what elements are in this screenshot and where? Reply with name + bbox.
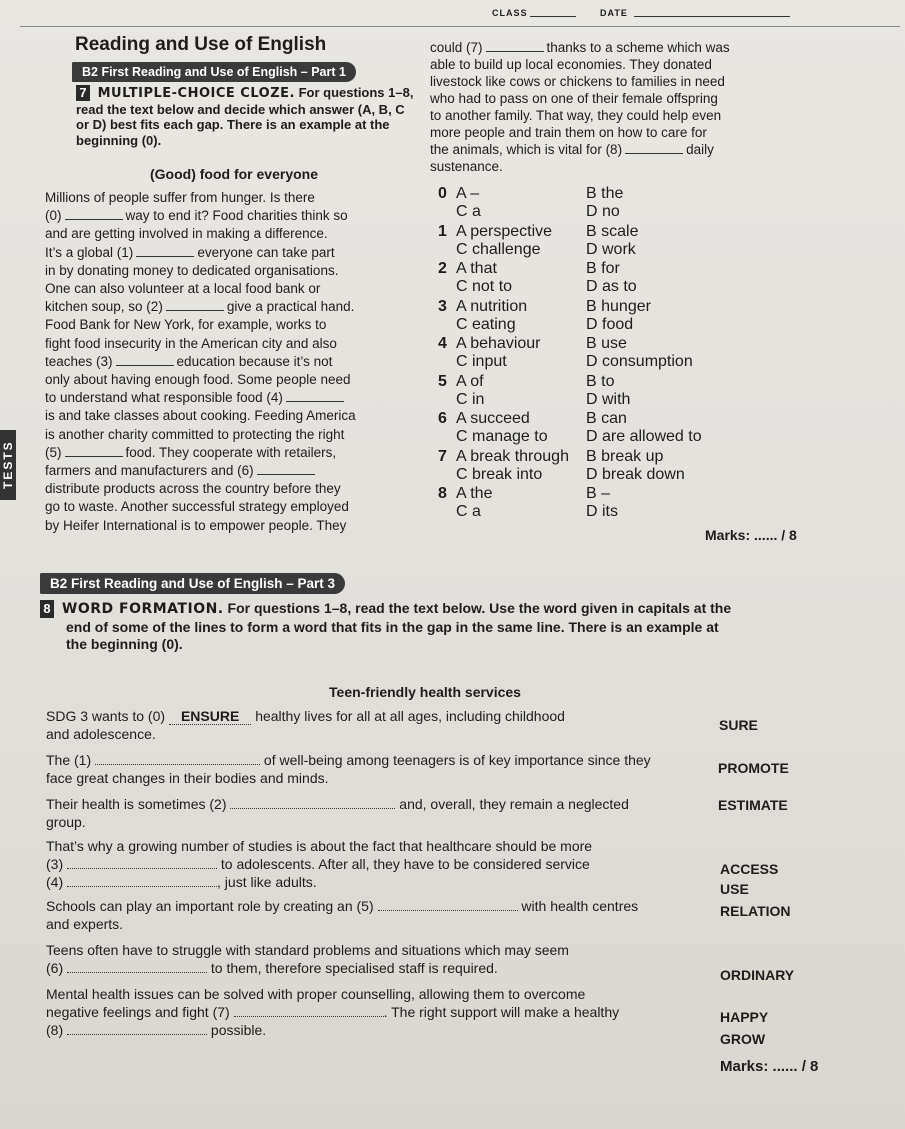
- part3-instruction: [40, 600, 830, 654]
- right-line: [430, 158, 800, 175]
- part3-marks: Marks: ...... / 8: [720, 1058, 819, 1075]
- wf-line-1b: face great changes in their bodies and minds.: [46, 770, 329, 786]
- text-segment: give a practical hand.: [226, 299, 355, 315]
- text-segment: kitchen soup, so (2): [45, 299, 163, 315]
- option-d[interactable]: D food: [586, 315, 634, 333]
- text-segment: One can also volunteer at a local food bank or: [45, 281, 321, 297]
- gap-blank[interactable]: [486, 40, 544, 52]
- instruction-text: For questions 1–8, read the text below and decide which answer (A, B, C or D) best fits each gap. There is an example at the beginning (0).: [76, 85, 414, 148]
- text-segment: go to waste. Another successful strategy employed: [45, 499, 349, 515]
- text-segment: way to end it? Food charities think so: [125, 208, 348, 224]
- gap-8[interactable]: [67, 1023, 207, 1035]
- question-number: 0: [438, 185, 447, 202]
- text-segment: (0): [45, 208, 62, 224]
- wf-text: negative feelings and fight (7): [46, 1004, 230, 1020]
- wf-line-0b: and adolescence.: [46, 726, 156, 742]
- part1-text-title: (Good) food for everyone: [150, 166, 318, 182]
- option-d[interactable]: D are allowed to: [586, 428, 702, 445]
- instruction-text-1: For questions 1–8, read the text below. Use the word given in capitals at the: [227, 600, 732, 616]
- right-line: [430, 124, 800, 141]
- class-blank: [530, 16, 576, 17]
- option-c[interactable]: C input: [456, 353, 507, 370]
- option-c[interactable]: C a: [456, 203, 481, 220]
- option-c[interactable]: C a: [456, 503, 481, 520]
- class-label: CLASS: [492, 8, 528, 18]
- gap-blank[interactable]: [116, 354, 174, 366]
- text-segment: more people and train them on how to care for: [430, 125, 707, 140]
- text-segment: who had to pass on one of their female offspring: [430, 91, 718, 106]
- wf-text: to adolescents. After all, they have to be considered service: [220, 856, 590, 872]
- gap-blank[interactable]: [65, 208, 123, 220]
- gap-7[interactable]: [234, 1005, 384, 1017]
- text-segment: thanks to a scheme which was: [546, 40, 730, 55]
- gap-2[interactable]: [230, 797, 395, 809]
- wf-line-8: [46, 1022, 266, 1038]
- text-segment: fight food insecurity in the American city and also: [45, 335, 337, 351]
- wf-line-2b: group.: [46, 814, 86, 830]
- text-segment: farmers and manufacturers and (6): [45, 463, 254, 479]
- wf-line-5b: and experts.: [46, 916, 124, 932]
- wf-text: (4): [46, 874, 64, 890]
- wf-text: . The right support will make a healthy: [383, 1004, 620, 1020]
- option-c[interactable]: C manage to: [456, 428, 548, 445]
- wf-line-1: [46, 752, 651, 768]
- left-line: [45, 316, 430, 334]
- wf-text: SDG 3 wants to (0): [46, 708, 166, 724]
- text-segment: only about having enough food. Some people need: [45, 372, 351, 388]
- wf-text: to them, therefore specialised staff is required.: [210, 960, 498, 976]
- text-segment: livestock like cows or chickens to families in need: [430, 74, 725, 89]
- left-line: [45, 244, 430, 262]
- right-line: [430, 56, 800, 73]
- right-line: [430, 141, 800, 158]
- left-line: [45, 335, 430, 353]
- option-d[interactable]: D break down: [586, 465, 685, 483]
- left-line: [45, 189, 430, 207]
- left-line: [45, 462, 430, 480]
- keyword-access: ACCESS: [720, 861, 779, 877]
- option-b[interactable]: B break up: [586, 447, 664, 465]
- wf-text: (3): [46, 856, 64, 872]
- text-segment: sustenance.: [430, 159, 503, 174]
- right-line: [430, 73, 800, 90]
- wf-text: of well-being among teenagers is of key importance since they: [263, 752, 651, 768]
- gap-blank[interactable]: [257, 463, 315, 475]
- gap-blank[interactable]: [625, 142, 683, 154]
- left-line: [45, 517, 430, 535]
- wf-text: (8): [46, 1022, 64, 1038]
- question-number: 4: [438, 335, 447, 352]
- option-a[interactable]: A the: [456, 485, 493, 502]
- keyword-estimate: ESTIMATE: [718, 797, 788, 813]
- left-line: [45, 389, 430, 407]
- gap-3[interactable]: [67, 857, 217, 869]
- part1-text-right: [430, 39, 800, 175]
- left-line: [45, 262, 430, 280]
- text-segment: could (7): [430, 40, 483, 55]
- wf-text: healthy lives for all at all ages, including childhood: [255, 708, 565, 724]
- option-a[interactable]: A nutrition: [456, 297, 528, 315]
- question-number: 5: [438, 372, 447, 390]
- option-d[interactable]: D work: [586, 240, 636, 258]
- gap-4[interactable]: [67, 875, 217, 887]
- part3-banner: B2 First Reading and Use of English – Part 3: [40, 573, 345, 594]
- date-blank: [634, 16, 790, 17]
- option-b[interactable]: B to: [586, 372, 615, 390]
- wf-line-4: [46, 874, 317, 890]
- gap-blank[interactable]: [136, 245, 194, 257]
- option-c[interactable]: C challenge: [456, 240, 541, 258]
- keyword-use: USE: [720, 881, 749, 897]
- option-a[interactable]: A succeed: [456, 410, 530, 427]
- part1-banner: B2 First Reading and Use of English – Part 1: [72, 62, 356, 82]
- wf-line-6: [46, 960, 498, 976]
- exercise-number-8: 8: [40, 600, 54, 618]
- option-c[interactable]: C eating: [456, 315, 516, 333]
- option-a[interactable]: A behaviour: [456, 335, 541, 352]
- text-segment: by Heifer International is to empower people. They: [45, 517, 347, 533]
- left-line: [45, 480, 430, 498]
- option-d[interactable]: D with: [586, 390, 631, 408]
- option-b[interactable]: B for: [586, 260, 620, 277]
- wf-line-5: [46, 898, 638, 914]
- gap-blank[interactable]: [65, 445, 123, 457]
- header-rule: [20, 26, 900, 27]
- option-a[interactable]: A that: [456, 260, 497, 277]
- gap-5[interactable]: [378, 899, 518, 911]
- wf-text: with health centres: [521, 898, 639, 914]
- example-answer: ENSURE: [169, 708, 251, 725]
- question-number: 8: [438, 485, 447, 502]
- text-segment: to another family. That way, they could help even: [430, 108, 722, 123]
- exercise-number-7: 7: [76, 85, 90, 101]
- text-segment: education because it’s not: [176, 353, 333, 369]
- question-number: 7: [438, 447, 447, 465]
- section-title: Reading and Use of English: [75, 34, 327, 55]
- option-d[interactable]: D its: [586, 503, 618, 520]
- left-line: [45, 207, 430, 225]
- wf-line-3: [46, 856, 590, 872]
- text-segment: distribute products across the country before they: [45, 481, 341, 497]
- option-b[interactable]: B –: [586, 485, 611, 502]
- text-segment: everyone can take part: [197, 244, 335, 260]
- gap-blank[interactable]: [286, 390, 344, 402]
- wf-line-7pre: Mental health issues can be solved with proper counselling, allowing them to overcome: [46, 986, 586, 1002]
- wf-text: The (1): [46, 752, 92, 768]
- option-d[interactable]: D consumption: [586, 353, 693, 370]
- part1-instruction: [76, 85, 416, 148]
- text-segment: (5): [45, 444, 62, 460]
- question-number: 1: [438, 222, 447, 240]
- gap-6[interactable]: [67, 961, 207, 973]
- part1-text-left: [45, 189, 430, 535]
- wf-text: possible.: [210, 1022, 267, 1038]
- left-line: [45, 498, 430, 516]
- option-b[interactable]: B the: [586, 185, 624, 202]
- part3-text-title: Teen-friendly health services: [329, 684, 521, 700]
- right-line: [430, 90, 800, 107]
- instruction-caps: MULTIPLE-CHOICE CLOZE.: [97, 86, 295, 101]
- text-segment: food. They cooperate with retailers,: [125, 444, 337, 460]
- keyword-relation: RELATION: [720, 903, 791, 919]
- gap-1[interactable]: [95, 753, 260, 765]
- wf-line-2: [46, 796, 629, 812]
- left-line: [45, 280, 430, 298]
- option-c[interactable]: C break into: [456, 465, 543, 483]
- keyword-promote: PROMOTE: [718, 760, 789, 776]
- text-segment: the animals, which is vital for (8): [430, 142, 623, 157]
- keyword-sure: SURE: [719, 717, 758, 733]
- right-line: [430, 107, 800, 124]
- keyword-happy: HAPPY: [720, 1009, 769, 1025]
- wf-line-6pre: Teens often have to struggle with standard problems and situations which may seem: [46, 942, 569, 958]
- left-line: [45, 225, 430, 243]
- instruction-text-3: the beginning (0).: [66, 636, 183, 652]
- text-segment: is and take classes about cooking. Feeding America: [45, 408, 356, 424]
- option-b[interactable]: B use: [586, 335, 627, 352]
- keyword-ordinary: ORDINARY: [720, 967, 795, 983]
- keyword-grow: GROW: [720, 1031, 766, 1047]
- text-segment: able to build up local economies. They donated: [430, 57, 712, 72]
- gap-blank[interactable]: [166, 299, 224, 311]
- text-segment: teaches (3): [45, 353, 113, 369]
- question-number: 2: [438, 260, 447, 277]
- instruction-caps: WORD FORMATION.: [61, 601, 224, 617]
- wf-text: and, overall, they remain a neglected: [399, 796, 629, 812]
- text-segment: to understand what responsible food (4): [45, 390, 283, 406]
- part1-marks: Marks: ...... / 8: [705, 527, 797, 543]
- text-segment: is another charity committed to protecting the right: [45, 426, 345, 442]
- option-a[interactable]: A of: [456, 372, 484, 390]
- text-segment: and are getting involved in making a difference.: [45, 226, 328, 242]
- wf-text: , just like adults.: [217, 874, 317, 890]
- left-line: [45, 444, 430, 462]
- wf-text: Schools can play an important role by creating an (5): [46, 898, 374, 914]
- text-segment: Millions of people suffer from hunger. Is there: [45, 190, 315, 205]
- question-number: 3: [438, 297, 447, 315]
- text-segment: Food Bank for New York, for example, works to: [45, 317, 327, 333]
- left-line: [45, 353, 430, 371]
- option-c[interactable]: C not to: [456, 278, 513, 295]
- option-b[interactable]: B can: [586, 410, 627, 427]
- option-b[interactable]: B hunger: [586, 297, 651, 315]
- option-a[interactable]: A –: [456, 185, 480, 202]
- option-c[interactable]: C in: [456, 390, 485, 408]
- wf-text: (6): [46, 960, 64, 976]
- wf-line-0: [46, 708, 565, 724]
- wf-line-3pre: That’s why a growing number of studies is about the fact that healthcare should be more: [46, 838, 593, 854]
- left-line: [45, 371, 430, 389]
- options-grid: [438, 185, 798, 525]
- option-a[interactable]: A perspective: [456, 222, 553, 240]
- side-tab: TESTS: [0, 430, 16, 500]
- option-a[interactable]: A break through: [456, 447, 569, 465]
- left-line: [45, 426, 430, 444]
- right-line: [430, 39, 800, 56]
- text-segment: in by donating money to dedicated organisations.: [45, 262, 339, 278]
- text-segment: daily: [686, 142, 714, 157]
- left-line: [45, 298, 430, 316]
- wf-line-7: [46, 1004, 619, 1020]
- option-d[interactable]: D no: [586, 203, 620, 220]
- date-label: DATE: [600, 8, 628, 18]
- text-segment: It’s a global (1): [45, 244, 134, 260]
- wf-text: Their health is sometimes (2): [46, 796, 227, 812]
- question-number: 6: [438, 410, 447, 427]
- option-b[interactable]: B scale: [586, 222, 639, 240]
- instruction-text-2: end of some of the lines to form a word that fits in the gap in the same line. There is an example at: [66, 618, 719, 635]
- option-d[interactable]: D as to: [586, 278, 637, 295]
- left-line: [45, 407, 430, 425]
